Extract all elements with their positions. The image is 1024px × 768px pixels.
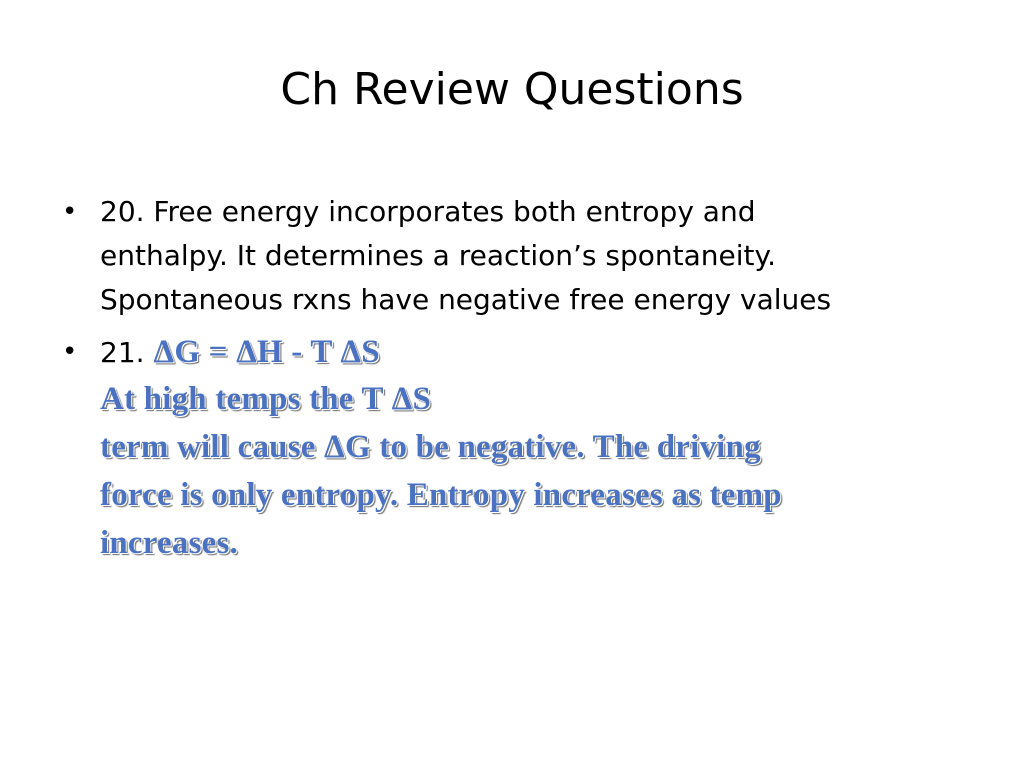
gibbs-equation: ΔG = ΔH - T ΔS (153, 334, 380, 370)
bullet-21-line-4: increases. (100, 525, 238, 561)
bullet-item-21 (62, 330, 962, 567)
bullet-21-first-line (100, 330, 962, 375)
bullet-20-line-3: Spontaneous rxns have negative free energy values (100, 283, 832, 316)
bullet-item-20 (62, 190, 962, 322)
bullet-21-line-3: force is only entropy. Entropy increases as temp (100, 477, 782, 513)
bullet-20-line-2: enthalpy. It determines a reaction’s spontaneity. (100, 239, 777, 272)
bullet-21-line-1: At high temps the T ΔS (100, 381, 432, 417)
bullet-marker: • (62, 337, 78, 367)
slide-title: Ch Review Questions (280, 64, 744, 115)
bullet-21-number: 21. (100, 336, 154, 369)
bullet-list (62, 190, 962, 567)
bullet-marker: • (62, 197, 78, 227)
bullet-21-line-2: term will cause ΔG to be negative. The driving (100, 429, 761, 465)
bullet-20-line-1: 20. Free energy incorporates both entropy and (100, 195, 756, 228)
